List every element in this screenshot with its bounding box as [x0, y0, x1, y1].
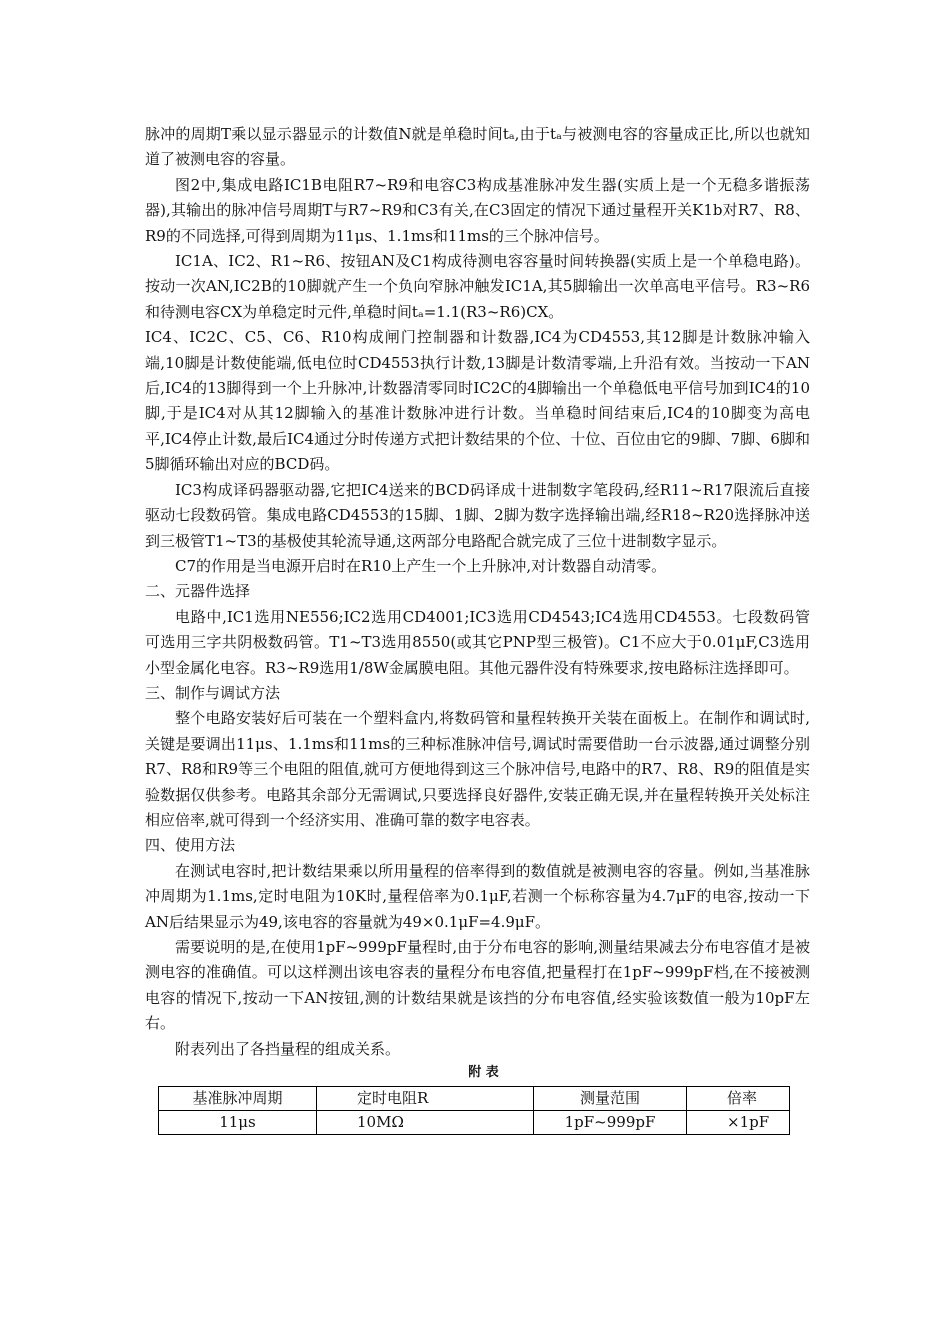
table-cell: ×1pF	[687, 1111, 790, 1135]
section-heading-usage: 四、使用方法	[145, 836, 236, 855]
paragraph-4: IC4、IC2C、C5、C6、R10构成闸门控制器和计数器,IC4为CD4553,其12脚是计数脉冲输入端,10脚是计数使能端,低电位时CD4553执行计数,13脚是计数清零端,上升沿有效。当按动一下AN后,IC4的13脚得到一个上升脉冲,计数器清零同时IC2C的4脚输出一个单稳低电平信号加到IC4的10脚,于是IC4对从其12脚输入的基准计数脉冲进行计数。当单稳时间结束后,IC4的10脚变为高电平,IC4停止计数,最后IC4通过分时传递方式把计数结果的个位、十位、百位由它的9脚、7脚、6脚和5脚循环输出对应的BCD码。	[145, 328, 810, 474]
table-header-cell: 定时电阻R	[317, 1087, 534, 1111]
section-heading-build: 三、制作与调试方法	[145, 683, 281, 702]
paragraph-11: 附表列出了各挡量程的组成关系。	[175, 1039, 401, 1058]
paragraph-9: 在测试电容时,把计数结果乘以所用量程的倍率得到的数值就是被测电容的容量。例如,当基准脉冲周期为1.1ms,定时电阻为10K时,量程倍率为0.1μF,若测一个标称容量为4.7μF的电容,按动一下AN后结果显示为49,该电容的容量就为49×0.1μF=4.9μF。	[145, 861, 810, 931]
paragraph-6: C7的作用是当电源开启时在R10上产生一个上升脉冲,对计数器自动清零。	[175, 556, 667, 575]
paragraph-1: 脉冲的周期T乘以显示器显示的计数值N就是单稳时间tₐ,由于tₐ与被测电容的容量成正比,所以也就知道了被测电容的容量。	[145, 125, 810, 169]
paragraph-8: 整个电路安装好后可装在一个塑料盒内,将数码管和量程转换开关装在面板上。在制作和调试时,关键是要调出11μs、1.1ms和11ms的三种标准脉冲信号,调试时需要借助一台示波器,通过调整分别R7、R8和R9等三个电阻的阻值,就可方便地得到这三个脉冲信号,电路中的R7、R8、R9的阻值是实验数据仅供参考。电路其余部分无需调试,只要选择良好器件,安装正确无误,并在量程转换开关处标注相应倍率,就可得到一个经济实用、准确可靠的数字电容表。	[145, 709, 810, 829]
paragraph-10: 需要说明的是,在使用1pF~999pF量程时,由于分布电容的影响,测量结果减去分布电容值才是被测电容的准确值。可以这样测出该电容表的量程分布电容值,把量程打在1pF~999pF档,在不接被测电容的情况下,按动一下AN按钮,测的计数结果就是该挡的分布电容值,经实验该数值一般为10pF左右。	[145, 938, 810, 1033]
paragraph-5: IC3构成译码器驱动器,它把IC4送来的BCD码译成十进制数字笔段码,经R11~R17限流后直接驱动七段数码管。集成电路CD4553的15脚、1脚、2脚为数字选择输出端,经R18~R20选择脉冲送到三极管T1~T3的基极使其轮流导通,这两部分电路配合就完成了三位十进制数字显示。	[145, 480, 810, 550]
table-header-cell: 倍率	[687, 1087, 790, 1111]
table-cell: 1pF~999pF	[534, 1111, 687, 1135]
table-caption: 附 表	[468, 1065, 499, 1081]
table-header-cell: 基准脉冲周期	[159, 1087, 317, 1111]
paragraph-7: 电路中,IC1选用NE556;IC2选用CD4001;IC3选用CD4543;IC4选用CD4553。七段数码管可选用三字共阴极数码管。T1~T3选用8550(或其它PNP型三极管)。C1不应大于0.01μF,C3选用小型金属化电容。R3~R9选用1/8W金属膜电阻。其他元器件没有特殊要求,按电路标注选择即可。	[145, 607, 810, 677]
paragraph-3: IC1A、IC2、R1~R6、按钮AN及C1构成待测电容容量时间转换器(实质上是一个单稳电路)。按动一次AN,IC2B的10脚就产生一个负向窄脉冲触发IC1A,其5脚输出一次单高电平信号。R3~R6和待测电容CX为单稳定时元件,单稳时间tₐ=1.1(R3~R6)CX。	[145, 252, 810, 321]
range-table	[158, 1086, 790, 1135]
table-cell: 10MΩ	[317, 1111, 534, 1135]
table-header-row	[159, 1087, 790, 1111]
table-row	[159, 1111, 790, 1135]
document-body	[145, 122, 810, 1135]
table-header-cell: 测量范围	[534, 1087, 687, 1111]
paragraph-2: 图2中,集成电路IC1B电阻R7~R9和电容C3构成基准脉冲发生器(实质上是一个无稳多谐振荡器),其输出的脉冲信号周期T与R7~R9和C3有关,在C3固定的情况下通过量程开关K1b对R7、R8、R9的不同选择,可得到周期为11μs、1.1ms和11ms的三个脉冲信号。	[145, 175, 810, 245]
section-heading-components: 二、元器件选择	[145, 582, 251, 601]
table-cell: 11μs	[159, 1111, 317, 1135]
